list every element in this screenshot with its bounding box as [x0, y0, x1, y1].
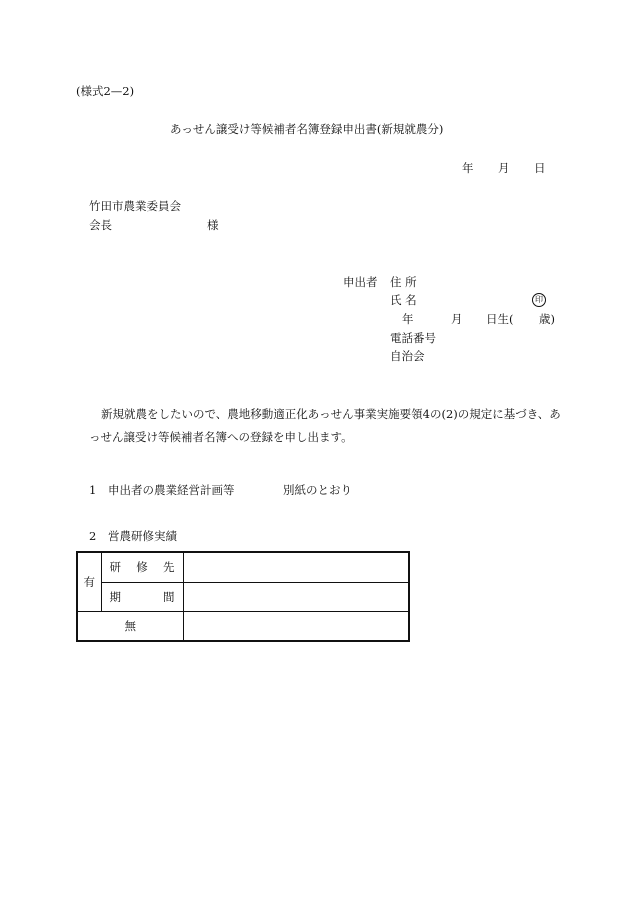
age: 歳) [539, 312, 555, 326]
applicant-label: 申出者 [343, 275, 378, 289]
training-record-table [76, 551, 410, 642]
birth-month: 月 [451, 312, 463, 326]
community-label: 自治会 [390, 349, 425, 363]
addressee-honorific: 様 [207, 218, 219, 232]
section-2-label: 営農研修実績 [108, 529, 177, 543]
none-label-cell: 無 [77, 611, 183, 641]
section-1-value: 別紙のとおり [283, 483, 352, 497]
addressee-org: 竹田市農業委員会 [89, 199, 181, 213]
document-title: あっせん譲受け等候補者名簿登録申出書(新規就農分) [170, 122, 444, 136]
addressee-position: 会長 [89, 218, 112, 232]
section-1-label: 申出者の農業経営計画等 [108, 483, 235, 497]
section-1-number: 1 [89, 483, 97, 497]
name-label: 氏 名 [390, 293, 417, 307]
none-value[interactable] [183, 611, 409, 641]
address-label: 住 所 [390, 275, 417, 289]
training-period-label: 期間 [101, 582, 183, 611]
section-2-number: 2 [89, 529, 97, 543]
training-location-value[interactable] [183, 552, 409, 582]
form-number: (様式2—2) [76, 84, 135, 98]
seal-mark: 印 [532, 293, 546, 307]
phone-label: 電話番号 [390, 331, 436, 345]
date-year: 年 [462, 161, 474, 175]
date-day: 日 [534, 161, 546, 175]
birth-year: 年 [402, 312, 414, 326]
training-period-value[interactable] [183, 582, 409, 611]
training-location-label: 研修先 [101, 552, 183, 582]
date-month: 月 [498, 161, 510, 175]
has-label-cell: 有 [77, 552, 101, 611]
body-paragraph: 新規就農をしたいので、農地移動適正化あっせん事業実施要領4の(2)の規定に基づき、あっせん譲受け等候補者名簿への登録を申し出ます。 [89, 407, 561, 444]
birth-day: 日生( [486, 312, 514, 326]
